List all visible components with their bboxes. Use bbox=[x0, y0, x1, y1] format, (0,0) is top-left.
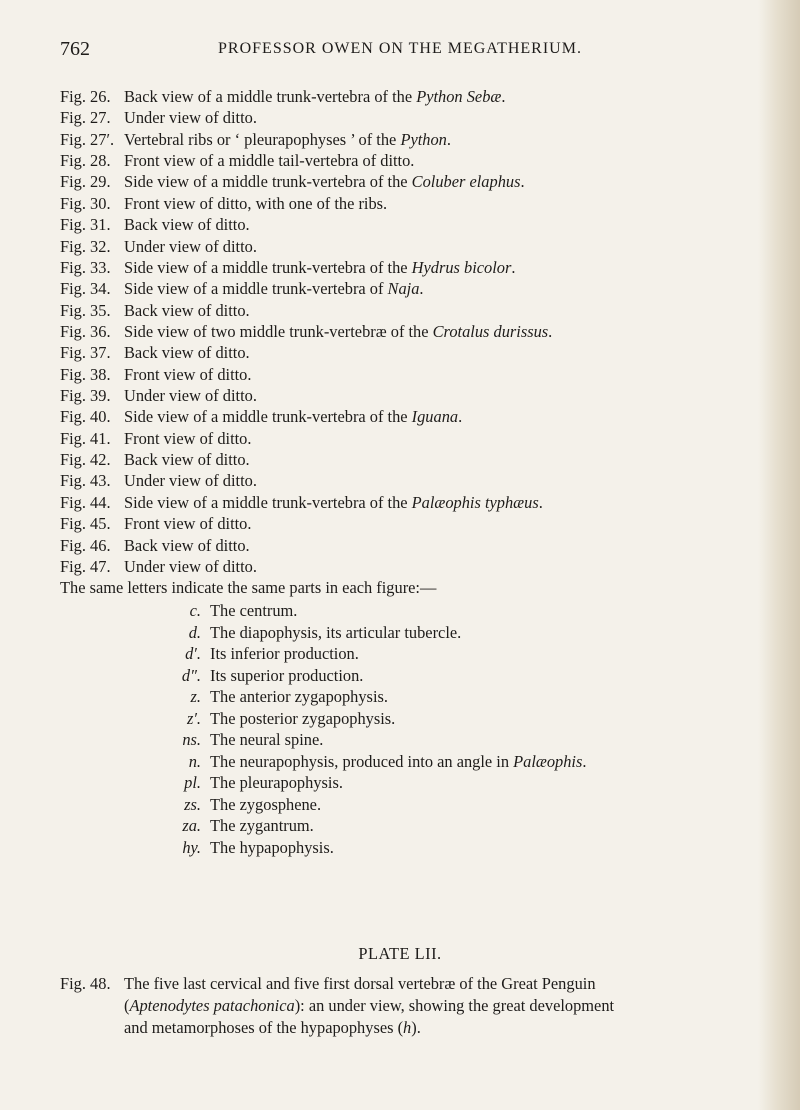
legend-text-end: . bbox=[582, 751, 587, 771]
legend-letter: d. bbox=[188, 622, 201, 642]
fig-text: Front view of ditto, with one of the ribs. bbox=[124, 193, 388, 213]
fig-text: Front view of ditto. bbox=[124, 364, 252, 384]
fig-label: Fig. 47. bbox=[60, 556, 111, 576]
legend-letter: d′. bbox=[185, 644, 201, 663]
legend-item bbox=[140, 686, 586, 708]
fig-label: Fig. 31. bbox=[60, 215, 111, 235]
page-header bbox=[60, 28, 740, 68]
figure-caption bbox=[60, 556, 552, 577]
legend-item bbox=[140, 600, 586, 622]
fig-text: Side view of a middle trunk-vertebra of the bbox=[124, 407, 412, 427]
plate-caption-line-2 bbox=[124, 995, 760, 1017]
legend-text: The diapophysis, its articular tubercle. bbox=[210, 622, 462, 642]
figure-caption bbox=[60, 278, 552, 299]
fig-label: Fig. 26. bbox=[60, 87, 111, 106]
legend-text: The anterior zygapophysis. bbox=[210, 687, 388, 706]
legend-letter: ns. bbox=[182, 730, 201, 749]
plate-title: PLATE LII. bbox=[358, 944, 442, 963]
fig-text-end: . bbox=[548, 321, 553, 341]
fig-text: Side view of a middle trunk-vertebra of bbox=[124, 279, 388, 299]
running-head: PROFESSOR OWEN ON THE MEGATHERIUM. bbox=[218, 40, 582, 57]
fig-text: Under view of ditto. bbox=[124, 236, 257, 256]
legend-text: The zygantrum. bbox=[210, 816, 314, 835]
legend-item bbox=[140, 815, 586, 837]
figure-caption bbox=[60, 513, 552, 534]
figure-caption bbox=[60, 257, 552, 278]
figure-caption bbox=[60, 385, 552, 406]
legend-item bbox=[140, 772, 586, 794]
figure-caption bbox=[60, 300, 552, 321]
fig-text: Front view of ditto. bbox=[124, 514, 252, 534]
fig-text: Back view of ditto. bbox=[124, 450, 250, 470]
fig-text-end: . bbox=[511, 257, 516, 277]
legend-item bbox=[140, 794, 586, 816]
legend-letter: hy. bbox=[182, 837, 201, 857]
legend-item bbox=[140, 622, 586, 644]
fig-label: Fig. 39. bbox=[60, 386, 111, 406]
legend-text: The zygosphene. bbox=[210, 794, 322, 814]
legend-text: The pleurapophysis. bbox=[210, 773, 343, 792]
plate-caption-text: ). bbox=[411, 1018, 421, 1037]
plate-caption-text: ( bbox=[124, 996, 130, 1015]
legend-letter: pl. bbox=[184, 773, 201, 792]
fig-label: Fig. 32. bbox=[60, 236, 111, 256]
figure-caption bbox=[60, 342, 552, 363]
figure-caption bbox=[60, 129, 552, 150]
figure-caption bbox=[60, 150, 552, 171]
figure-caption bbox=[60, 364, 552, 385]
legend-item bbox=[140, 708, 586, 730]
fig-label: Fig. 27. bbox=[60, 108, 111, 128]
fig-text: Under view of ditto. bbox=[124, 108, 257, 128]
legend-text: The neural spine. bbox=[210, 730, 324, 749]
plate-caption-line-3 bbox=[124, 1017, 760, 1039]
species-name: Python bbox=[400, 129, 447, 149]
fig-text: Back view of a middle trunk-vertebra of the bbox=[124, 87, 417, 106]
fig-text-end: . bbox=[446, 129, 451, 149]
fig-text-end: . bbox=[458, 407, 463, 427]
figure-caption bbox=[60, 449, 552, 470]
plate-caption-text: and metamorphoses of the hypapophyses ( bbox=[124, 1018, 404, 1037]
fig-label: Fig. 44. bbox=[60, 492, 111, 512]
fig-text-end: . bbox=[538, 492, 543, 512]
legend-letter: d″. bbox=[181, 665, 201, 685]
species-name: Hydrus bicolor bbox=[411, 257, 512, 277]
figure-caption bbox=[60, 492, 552, 513]
figure-caption bbox=[60, 535, 552, 556]
plate-fig-label: Fig. 48. bbox=[60, 974, 111, 993]
figure-caption bbox=[60, 107, 552, 128]
figure-caption bbox=[60, 193, 552, 214]
fig-text: Side view of a middle trunk-vertebra of the bbox=[124, 257, 412, 277]
fig-text: Vertebral ribs or ‘ pleurapophyses ’ of the bbox=[124, 129, 401, 149]
legend-text: The hypapophysis. bbox=[210, 837, 334, 857]
legend-letter: za. bbox=[182, 816, 201, 835]
legend-letter: n. bbox=[188, 751, 201, 771]
species-name: Coluber elaphus bbox=[411, 172, 521, 192]
fig-label: Fig. 40. bbox=[60, 407, 111, 427]
fig-label: Fig. 46. bbox=[60, 535, 111, 555]
figure-caption bbox=[60, 86, 552, 107]
legend-text: Its superior production. bbox=[210, 665, 364, 685]
fig-label: Fig. 36. bbox=[60, 321, 111, 341]
fig-label: Fig. 42. bbox=[60, 450, 111, 470]
fig-text: Front view of a middle tail-vertebra of ditto. bbox=[124, 151, 415, 171]
plate-figure-caption bbox=[60, 973, 760, 1039]
figure-caption bbox=[60, 470, 552, 491]
fig-label: Fig. 38. bbox=[60, 364, 111, 384]
figure-caption bbox=[60, 214, 552, 235]
figure-caption bbox=[60, 321, 552, 342]
plate-caption-text: The five last cervical and five first dorsal vertebræ of the Great Penguin bbox=[124, 974, 596, 993]
fig-label: Fig. 35. bbox=[60, 300, 111, 320]
legend-letter: zs. bbox=[184, 794, 201, 814]
legend-text: The centrum. bbox=[210, 601, 298, 620]
fig-text: Back view of ditto. bbox=[124, 300, 250, 320]
legend-intro: The same letters indicate the same parts in each figure:— bbox=[60, 578, 437, 597]
fig-label: Fig. 27′. bbox=[60, 129, 115, 149]
fig-label: Fig. 30. bbox=[60, 193, 111, 213]
legend-text: The neurapophysis, produced into an angle in bbox=[210, 751, 514, 771]
species-name: Aptenodytes patachonica bbox=[129, 996, 295, 1015]
species-name: Iguana bbox=[411, 407, 459, 427]
species-name: Python Sebæ bbox=[416, 87, 502, 106]
fig-label: Fig. 29. bbox=[60, 172, 111, 192]
fig-label: Fig. 34. bbox=[60, 279, 111, 299]
fig-label: Fig. 33. bbox=[60, 257, 111, 277]
figure-caption bbox=[60, 428, 552, 449]
fig-text-end: . bbox=[419, 279, 424, 299]
species-name: Palæophis bbox=[513, 751, 583, 771]
species-name: Naja bbox=[387, 279, 420, 299]
fig-label: Fig. 41. bbox=[60, 428, 111, 448]
legend-letter: z. bbox=[190, 687, 201, 706]
species-name: Palæophis typhæus bbox=[411, 492, 539, 512]
legend-letter: z′. bbox=[186, 708, 201, 728]
fig-text: Back view of ditto. bbox=[124, 215, 250, 235]
figure-caption bbox=[60, 406, 552, 427]
fig-text: Under view of ditto. bbox=[124, 386, 257, 406]
part-letter: h bbox=[403, 1018, 412, 1037]
legend-text: The posterior zygapophysis. bbox=[210, 708, 396, 728]
figure-caption-list bbox=[60, 86, 552, 577]
fig-text: Back view of ditto. bbox=[124, 343, 250, 363]
fig-text: Back view of ditto. bbox=[124, 535, 250, 555]
fig-text: Under view of ditto. bbox=[124, 556, 257, 576]
page-number: 762 bbox=[60, 38, 90, 60]
species-name: Crotalus durissus bbox=[432, 321, 549, 341]
figure-caption bbox=[60, 236, 552, 257]
page-edge-shadow bbox=[758, 0, 800, 1110]
figure-caption bbox=[60, 171, 552, 192]
plate-caption-line-1 bbox=[124, 973, 760, 995]
legend-item bbox=[140, 665, 586, 687]
legend-text: Its inferior production. bbox=[210, 644, 359, 663]
fig-label: Fig. 43. bbox=[60, 471, 111, 491]
legend-letter: c. bbox=[189, 601, 201, 620]
fig-text: Under view of ditto. bbox=[124, 471, 257, 491]
fig-text: Side view of a middle trunk-vertebra of the bbox=[124, 492, 412, 512]
letter-legend-list bbox=[140, 600, 586, 858]
fig-text-end: . bbox=[520, 172, 525, 192]
fig-text: Front view of ditto. bbox=[124, 428, 252, 448]
legend-item bbox=[140, 729, 586, 751]
fig-text: Side view of a middle trunk-vertebra of the bbox=[124, 172, 412, 192]
fig-label: Fig. 37. bbox=[60, 343, 111, 363]
fig-label: Fig. 28. bbox=[60, 151, 111, 171]
legend-item bbox=[140, 643, 586, 665]
fig-label: Fig. 45. bbox=[60, 514, 111, 534]
legend-item bbox=[140, 751, 586, 773]
legend-item bbox=[140, 837, 586, 859]
fig-text: Side view of two middle trunk-vertebræ of the bbox=[124, 321, 433, 341]
plate-caption-text: ): an under view, showing the great development bbox=[294, 996, 615, 1015]
fig-text-end: . bbox=[501, 87, 506, 106]
